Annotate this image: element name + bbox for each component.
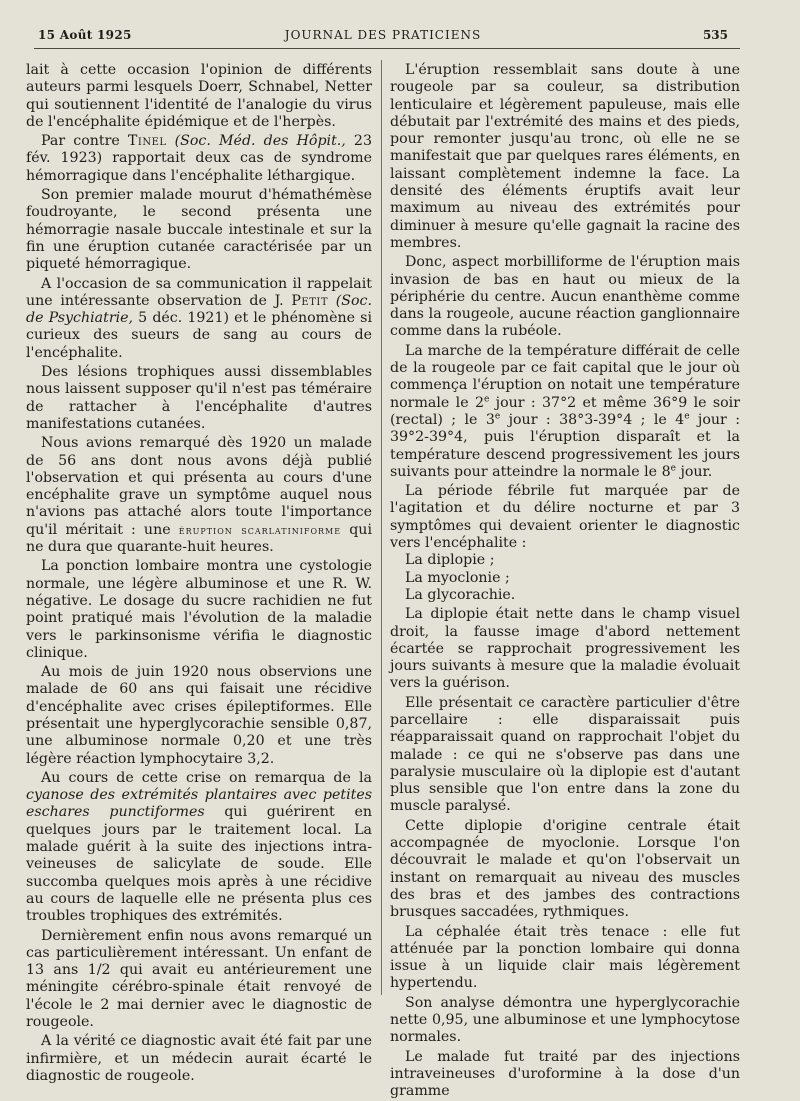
paragraph: L'éruption ressemblait sans doute à une rougeole par sa couleur, sa distribution lenticulaire et légèrement papuleuse, mais elle débutait par l'extrémité des mains et des pieds, pour remonter jusqu'au tronc, où elle ne se manifestait que par quelques rares éléments, en laissant complètement indemne la face. La densité des éléments éruptifs avait leur maximum au niveau des extrémités pour diminuer à mesure qu'elle gagnait la racine des membres. [390,62,740,251]
list-item: La myoclonie ; [405,569,510,586]
right-column [390,62,740,1101]
list-item: La diplopie ; [405,552,495,569]
paragraph: A la vérité ce diagnostic avait été fait par une infirmière, et un médecin aurait écarté le diagnostic de rougeole. [26,1033,372,1084]
paragraph: Au mois de juin 1920 nous observions une malade de 60 ans qui faisait une récidive d'encéphalite avec crises épileptiformes. Elle présentait une hyperglycorachie sensible 0,87, une albuminose normale 0,20 et une très légère réaction lymphocytaire 3,2. [26,664,372,767]
left-column [26,62,372,1085]
paragraph: Donc, aspect morbilliforme de l'éruption mais invasion de bas en haut ou mieux de la périphérie du centre. Aucun enanthème comme dans la rougeole, aucune réaction ganglionnaire comme dans la rubéole. [390,254,740,340]
paragraph: La marche de la température différait de celle de la rougeole par ce fait capital que le jour où commença l'éruption on notait une température normale le 2e jour : 37°2 et même 36°9 le soir (rectal) ; le 3e jour : 38°3-39°4 ; le 4e jour : 39°2-39°4, puis l'éruption disparaît et la température descend progressivement les jours suivants pour atteindre la normale le 8e jour. [390,342,740,480]
paragraph: La période fébrile fut marquée par de l'agitation et du délire nocturne et par 3 symptômes qui devaient orienter le diagnostic vers l'encéphalite : [390,483,740,552]
citation: (Soc. Méd. des Hôpit., [174,133,346,150]
header-journal-title: JOURNAL DES PRATICIENS [284,28,482,42]
header-date: 15 Août 1925 [38,28,132,42]
paragraph: La ponction lombaire montra une cystologie normale, une légère albuminose et une R. W. négative. Le dosage du sucre rachidien ne fut point pratiqué mais l'évolution de la maladie vers le parkinsonisme vérifia le diagnostic clinique. [26,558,372,661]
paragraph: A l'occasion de sa communication il rappelait une intéressante observation de J. Petit (Soc. de Psychiatrie, 5 déc. 1921) et le phénomène si curieux des sueurs de sang au cours de l'encéphalite. [26,275,372,361]
paragraph: Son premier malade mourut d'hémathémèse foudroyante, le second présenta une hémorragie nasale buccale intestinale et sur la fin une éruption cutanée caractérisée par un piqueté hémorragique. [26,187,372,273]
paragraph: Au cours de cette crise on remarqua de la cyanose des extrémités plantaires avec petites eschares punctiformes qui guérirent en quelques jours par le traitement local. La malade guérit à la suite des injections intra-veineuses de salicylate de soude. Elle succomba quelques mois après à une récidive au cours de laquelle elle ne présenta plus ces troubles trophiques des extrémités. [26,769,372,925]
header-rule [34,48,740,49]
author-name: Tinel [127,133,167,150]
paragraph: Cette diplopie d'origine centrale était accompagnée de myoclonie. Lorsque l'on découvrait le malade et qu'on l'observait un instant on remarquait au niveau des muscles des bras et des jambes des contractions brusques saccadées, rythmiques. [390,817,740,921]
emphasis-term: cyanose des extrémités plantaires avec petites eschares punctiformes [26,787,372,821]
running-header [38,28,728,46]
list-item: La glycorachie. [405,586,516,603]
paragraph: La diplopie était nette dans le champ visuel droit, la fausse image d'abord nettement écartée se rapprochait progressivement les jours suivants à mesure que la maladie évoluait vers la guérison. [390,606,740,692]
paragraph: Elle présentait ce caractère particulier d'être parcellaire : elle disparaissait puis réapparaissait quand on rapprochait l'objet du malade : ce qui ne s'observe pas dans une paralysie musculaire où la diplopie est d'autant plus sensible que l'on entre dans la zone du muscle paralysé. [390,694,740,815]
author-name: Petit [291,292,329,309]
paragraph: lait à cette occasion l'opinion de différents auteurs parmi lesquels Doerr, Schnabel, Netter qui soutiennent l'identité de l'analogie du virus de l'encéphalite épidémique et de l'herpès. [26,62,372,130]
paragraph: Son analyse démontra une hyperglycorachie nette 0,95, une albuminose et une lymphocytose normales. [390,994,740,1046]
paragraph: Dernièrement enfin nous avons remarqué un cas particulièrement intéressant. Un enfant de 13 ans 1/2 qui avait eu antérieurement une méningite cérébro-spinale était renvoyé de l'école le 2 mai dernier avec le diagnostic de rougeole. [26,927,372,1031]
column-divider [381,60,382,995]
paragraph: Par contre Tinel (Soc. Méd. des Hôpit., 23 fév. 1923) rapportait deux cas de syndrome hémorragique dans l'encéphalite léthargique. [26,133,372,184]
emphasis-term: éruption scarlatiniforme [178,522,342,537]
paragraph: La céphalée était très tenace : elle fut atténuée par la ponction lombaire qui donna issue à un liquide clair mais légèrement hypertendu. [390,923,740,992]
header-page-number: 535 [702,28,728,42]
paragraph: Le malade fut traité par des injections intraveineuses d'uroformine à la dose d'un gramme [390,1048,740,1100]
citation: (Soc. de Psychiatrie, [26,292,372,327]
paragraph: Nous avions remarqué dès 1920 un malade de 56 ans dont nous avons déjà publié l'observation et qui présenta au cours d'une encéphalite grave un symptôme auquel nous n'avions pas attaché alors toute l'importance qu'il méritait : une éruption scarlatiniforme qui ne dura que quarante-huit heures. [26,435,372,556]
paragraph: Des lésions trophiques aussi dissemblables nous laissent supposer qu'il n'est pas téméraire de rattacher à l'encéphalite d'autres manifestations cutanées. [26,364,372,432]
